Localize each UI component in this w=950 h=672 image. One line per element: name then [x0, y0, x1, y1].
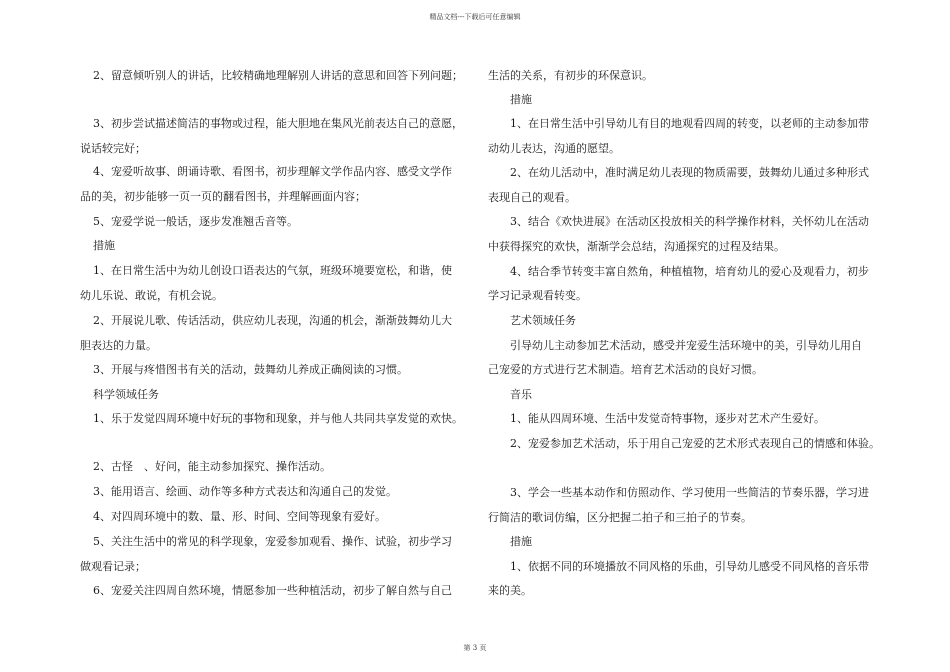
text-line: 1、在日常生活中引导幼儿有目的地观看四周的转变，以老师的主动参加带 — [510, 117, 869, 130]
section-heading: 措施 — [510, 93, 532, 106]
text-line: 3、能用语言、绘画、动作等多种方式表达和沟通自己的发觉。 — [93, 485, 397, 498]
text-line: 4、宠爱听故事、朗诵诗歌、看图书，初步理解文学作品内容、感受文学作 — [93, 165, 452, 178]
text-line: 3、初步尝试描述简洁的事物或过程，能大胆地在集风光前表达自己的意愿， — [93, 117, 463, 130]
text-line: 表现自己的观看。 — [488, 191, 576, 204]
text-line: 4、对四周环境中的数、量、形、时间、空间等现象有爱好。 — [93, 510, 386, 523]
text-line: 2、在幼儿活动中，准时满足幼儿表现的物质需要，鼓舞幼儿通过多种形式 — [510, 166, 869, 179]
section-heading: 措施 — [93, 239, 115, 252]
text-line: 3、学会一些基本动作和仿照动作、学习使用一些简洁的节奏乐器，学习进 — [510, 486, 869, 499]
text-line: 2、开展说儿歌、传话活动，供应幼儿表现，沟通的机会，渐渐鼓舞幼儿大 — [93, 314, 452, 327]
section-heading: 艺术领域任务 — [510, 314, 576, 327]
text-line: 引导幼儿主动参加艺术活动，感受并宠爱生活环境中的美，引导幼儿用自 — [510, 339, 862, 352]
section-heading: 音乐 — [510, 388, 532, 401]
text-line: 4、结合季节转变丰富自然角，种植植物，培育幼儿的爱心及观看力，初步 — [510, 265, 869, 278]
text-line: 行简洁的歌词仿编，区分把握二拍子和三拍子的节奏。 — [488, 511, 752, 524]
text-line: 2、宠爱参加艺术活动，乐于用自己宠爱的艺术形式表现自己的情感和体验。 — [510, 437, 880, 450]
section-heading: 科学领域任务 — [93, 388, 159, 401]
text-line: 生活的关系，有初步的环保意识。 — [488, 69, 653, 82]
section-heading: 措施 — [510, 535, 532, 548]
text-line: 幼儿乐说、敢说，有机会说。 — [80, 289, 223, 302]
text-line: 5、宠爱学说一般话，逐步发准翘舌音等。 — [93, 215, 298, 228]
text-line: 己宠爱的方式进行艺术制造。培育艺术活动的良好习惯。 — [488, 363, 763, 376]
text-line: 中获得探究的欢快，渐渐学会总结，沟通探究的过程及结果。 — [488, 240, 785, 253]
text-line: 1、依据不同的环境播放不同风格的乐曲，引导幼儿感受不同风格的音乐带 — [510, 560, 869, 573]
text-line: 做观看记录； — [80, 560, 146, 573]
text-line: 3、开展与疼惜图书有关的活动，鼓舞幼儿养成正确阅读的习惯。 — [93, 363, 408, 376]
text-line: 6、宠爱关注四周自然环境，情愿参加一些种植活动，初步了解自然与自己 — [93, 584, 452, 597]
text-line: 1、能从四周环境、生活中发觉奇特事物，逐步对艺术产生爱好。 — [510, 412, 825, 425]
text-line: 胆表达的力量。 — [80, 339, 157, 352]
text-line: 1、在日常生活中为幼儿创设口语表达的气氛，班级环境要宽松，和谐，使 — [93, 264, 452, 277]
text-line: 动幼儿表达，沟通的愿望。 — [488, 142, 620, 155]
text-line: 说话较完好； — [80, 142, 146, 155]
text-line: 3、结合《欢快进展》在活动区投放相关的科学操作材料，关怀幼儿在活动 — [510, 215, 869, 228]
page-number: 第 3 页 — [463, 644, 487, 652]
text-line: 学习记录观看转变。 — [488, 289, 587, 302]
text-line: 2、留意倾听别人的讲话，比较精确地理解别人讲话的意思和回答下列问题； — [93, 69, 463, 82]
text-line: 1、乐于发觉四周环境中好玩的事物和现象，并与他人共同共享发觉的欢快。 — [93, 412, 463, 425]
page-header: 精品文档---下载后可任意编辑 — [429, 13, 521, 21]
text-line: 品的美，初步能够一页一页的翻看图书，并理解画面内容； — [80, 190, 366, 203]
text-line: 5、关注生活中的常见的科学现象，宠爱参加观看、操作、试验，初步学习 — [93, 535, 452, 548]
text-line: 来的美。 — [488, 584, 532, 597]
text-line: 2、古怪 、好问，能主动参加探究、操作活动。 — [93, 460, 331, 473]
